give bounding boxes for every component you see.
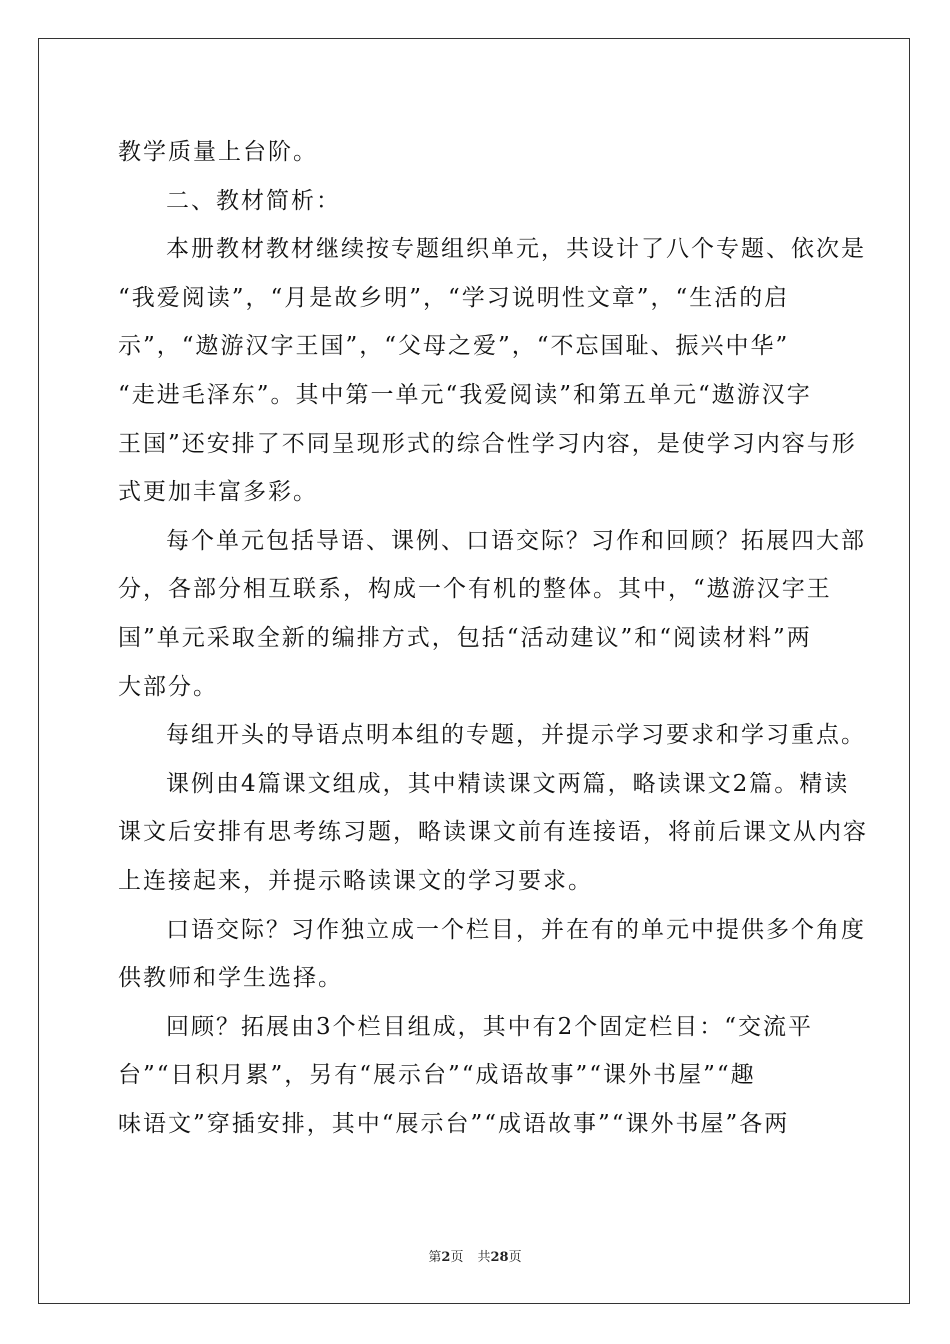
text-line: 台”“日积月累”，另有“展示台”“成语故事”“课外书屋”“趣	[118, 1062, 756, 1089]
text-line: 示”，“遨游汉字王国”，“父母之爱”，“不忘国耻、振兴中华”	[118, 333, 790, 360]
text-line: 二、教材简析：	[166, 187, 341, 214]
text-line: 大部分。	[118, 673, 218, 700]
total-prefix: 共	[477, 1250, 491, 1265]
current-page-number: 2	[441, 1250, 451, 1265]
text-line: 课例由4篇课文组成，其中精读课文两篇，略读课文2篇。精读	[166, 770, 850, 797]
text-line: 口语交际？习作独立成一个栏目，并在有的单元中提供多个角度	[166, 916, 866, 943]
text-line: “走进毛泽东”。其中第一单元“我爱阅读”和第五单元“遨游汉字	[118, 381, 812, 408]
text-line: 国”单元采取全新的编排方式，包括“活动建议”和“阅读材料”两	[118, 624, 812, 651]
text-line: 回顾？拓展由3个栏目组成，其中有2个固定栏目：“交流平	[166, 1013, 814, 1040]
page-prefix: 第	[428, 1250, 442, 1265]
text-line: 本册教材教材继续按专题组织单元，共设计了八个专题、依次是	[166, 236, 866, 263]
text-line: 每组开头的导语点明本组的专题，并提示学习要求和学习重点。	[166, 722, 866, 749]
text-line: 供教师和学生选择。	[118, 965, 343, 992]
page-footer	[0, 1246, 950, 1265]
document-body	[118, 128, 868, 1148]
text-line: 每个单元包括导语、课例、口语交际？习作和回顾？拓展四大部	[166, 527, 866, 554]
page-suffix: 页	[450, 1250, 464, 1265]
text-line: 味语文”穿插安排，其中“展示台”“成语故事”“课外书屋”各两	[118, 1110, 790, 1137]
text-line: 式更加丰富多彩。	[118, 479, 318, 506]
text-line: 上连接起来，并提示略读课文的学习要求。	[118, 867, 593, 894]
text-line: “我爱阅读”，“月是故乡明”，“学习说明性文章”，“生活的启	[118, 284, 790, 311]
text-line: 王国”还安排了不同呈现形式的综合性学习内容，是使学习内容与形	[118, 430, 857, 457]
text-line: 分，各部分相互联系，构成一个有机的整体。其中，“遨游汉字王	[118, 576, 832, 603]
total-suffix: 页	[508, 1250, 522, 1265]
text-line: 教学质量上台阶。	[118, 139, 318, 165]
total-page-number: 28	[490, 1250, 509, 1265]
text-line: 课文后安排有思考练习题，略读课文前有连接语，将前后课文从内容	[118, 819, 868, 846]
